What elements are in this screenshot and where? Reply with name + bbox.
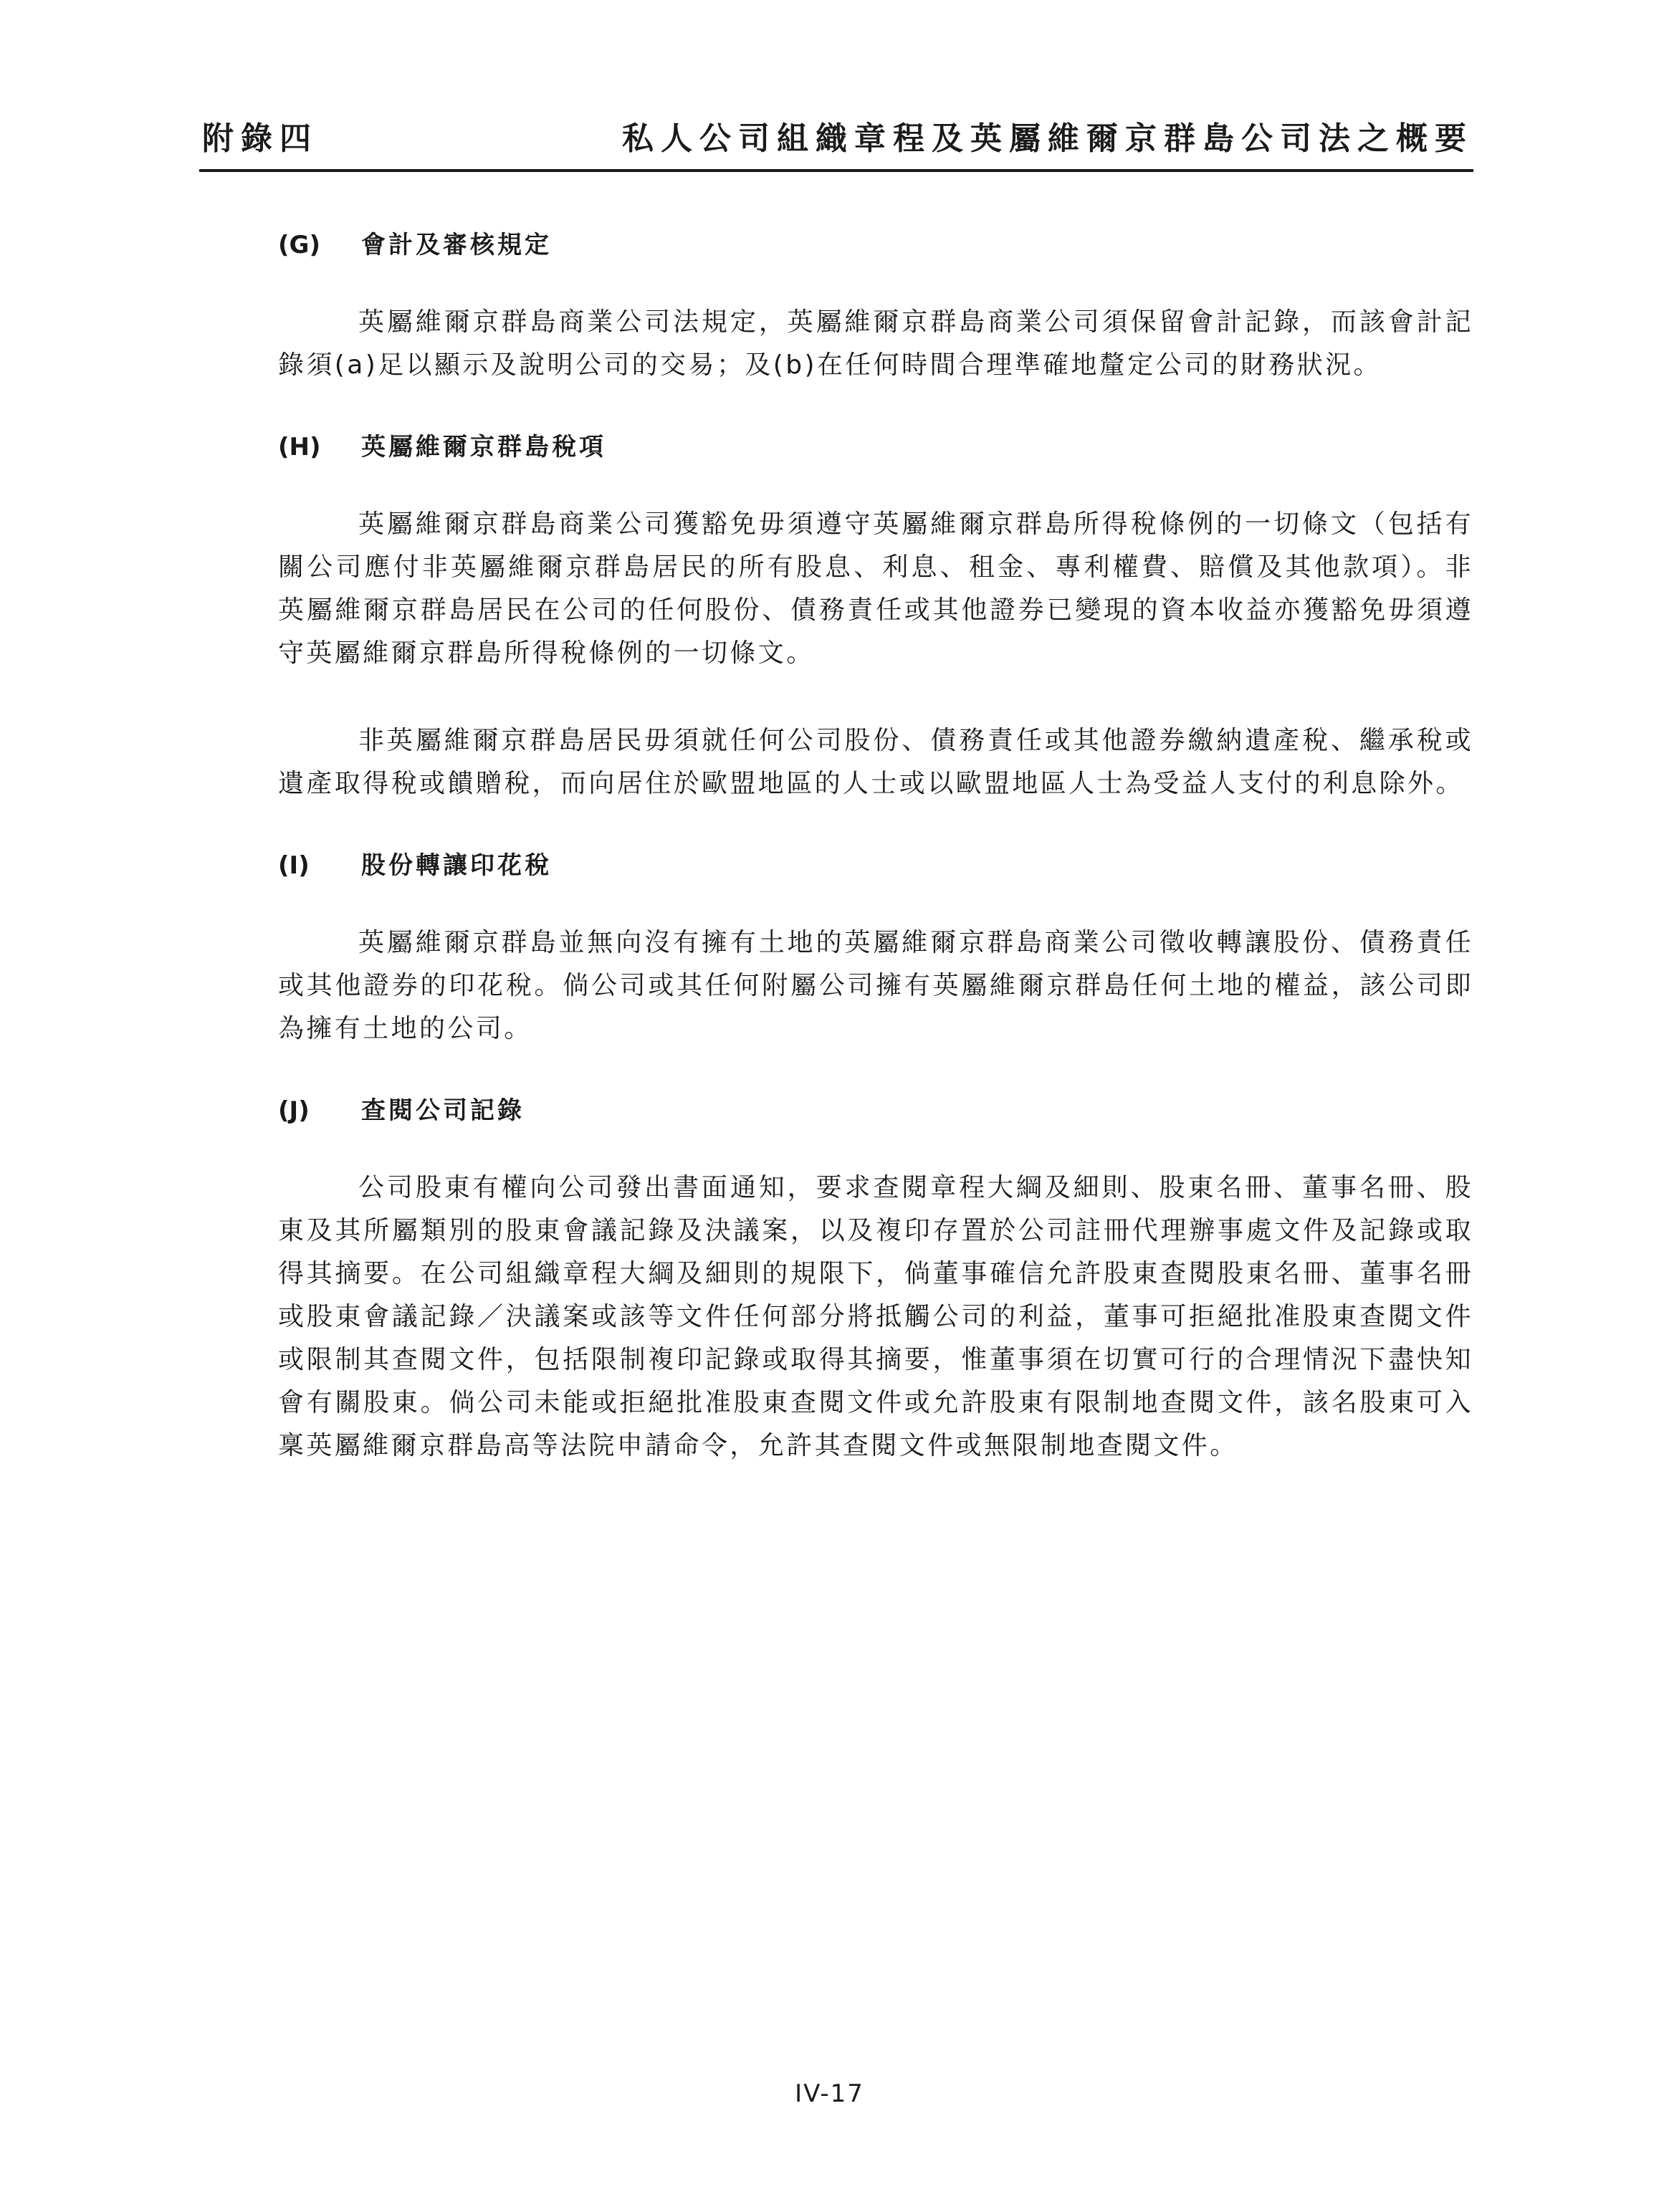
page-header [199,107,1473,166]
document-title: 私人公司組織章程及英屬維爾京群島公司法之概要 [622,120,1473,157]
section-heading [278,850,1473,881]
header-divider [199,169,1473,172]
paragraph: 英屬維爾京群島商業公司獲豁免毋須遵守英屬維爾京群島所得稅條例的一切條文（包括有關公司應付非英屬維爾京群島居民的所有股息、利息、租金、專利權費、賠償及其他款項）。非英屬維爾京群島居民在公司的任何股份、債務責任或其他證券已變現的資本收益亦獲豁免毋須遵守英屬維爾京群島所得稅條例的一切條文。 [278,509,1473,668]
section-title: 股份轉讓印花稅 [361,851,552,880]
section-heading [278,431,1473,463]
section-j [278,1095,1473,1468]
paragraph: 非英屬維爾京群島居民毋須就任何公司股份、債務責任或其他證券繳納遺產稅、繼承稅或遺產取得稅或饋贈稅，而向居住於歐盟地區的人士或以歐盟地區人士為受益人支付的利息除外。 [278,726,1473,798]
paragraph: 公司股東有權向公司發出書面通知，要求查閱章程大綱及細則、股東名冊、董事名冊、股東及其所屬類別的股東會議記錄及決議案，以及複印存置於公司註冊代理辦事處文件及記錄或取得其摘要。在公司組織章程大綱及細則的規限下，倘董事確信允許股東查閱股東名冊、董事名冊或股東會議記錄／決議案或該等文件任何部分將抵觸公司的利益，董事可拒絕批准股東查閱文件或限制其查閱文件，包括限制複印記錄或取得其摘要，惟董事須在切實可行的合理情況下盡快知會有關股東。倘公司未能或拒絕批准股東查閱文件或允許股東有限制地查閱文件，該名股東可入稟英屬維爾京群島高等法院申請命令，允許其查閱文件或無限制地查閱文件。 [278,1173,1473,1460]
paragraph: 英屬維爾京群島商業公司法規定，英屬維爾京群島商業公司須保留會計記錄，而該會計記錄須(a)足以顯示及說明公司的交易；及(b)在任何時間合理準確地釐定公司的財務狀況。 [278,307,1473,380]
section-label: (G) [278,231,320,259]
section-title: 會計及審核規定 [361,231,552,259]
section-h [278,431,1473,805]
section-heading [278,1095,1473,1126]
section-heading [278,229,1473,261]
section-title: 查閱公司記錄 [361,1096,525,1125]
page-body [278,229,1473,1512]
page-number: IV-17 [795,2079,864,2108]
section-label: (H) [278,433,321,461]
paragraph: 英屬維爾京群島並無向沒有擁有土地的英屬維爾京群島商業公司徵收轉讓股份、債務責任或其他證券的印花稅。倘公司或其任何附屬公司擁有英屬維爾京群島任何土地的權益，該公司即為擁有土地的公司。 [278,928,1473,1043]
section-label: (I) [278,851,310,880]
section-g [278,229,1473,387]
appendix-label: 附錄四 [202,120,318,157]
section-i [278,850,1473,1050]
section-label: (J) [278,1096,310,1125]
section-title: 英屬維爾京群島稅項 [361,433,606,461]
